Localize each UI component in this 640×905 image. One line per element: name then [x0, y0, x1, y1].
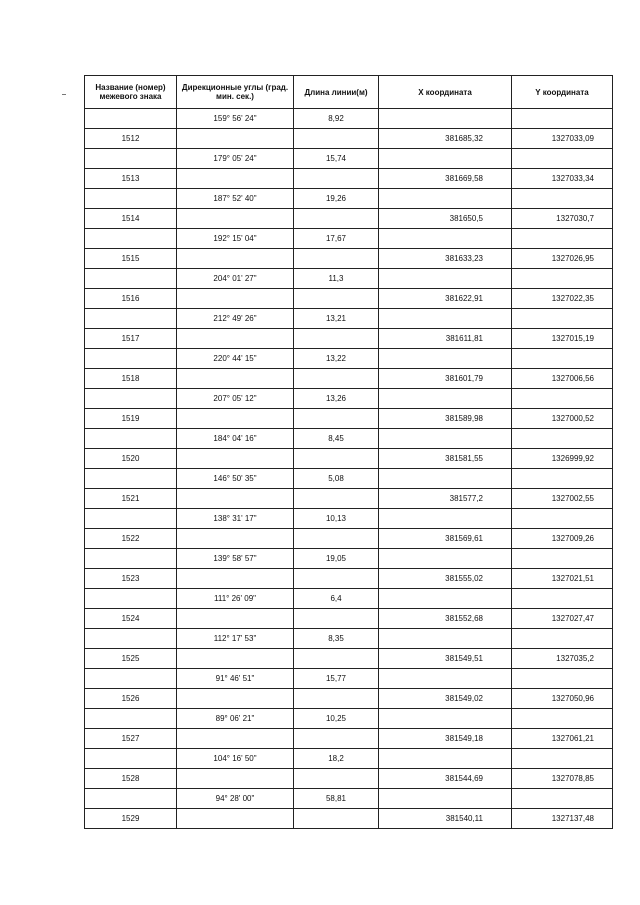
point-name-cell: 1520	[85, 449, 177, 469]
segment-row	[85, 429, 613, 449]
x-coordinate-cell	[379, 389, 512, 409]
line-length-cell	[294, 289, 379, 309]
point-name-cell: 1525	[85, 649, 177, 669]
y-coordinate-cell: 1327061,21	[512, 729, 613, 749]
x-coordinate-cell: 381577,2	[379, 489, 512, 509]
point-name-cell	[85, 229, 177, 249]
y-coordinate-cell: 1327021,51	[512, 569, 613, 589]
x-coordinate-cell: 381669,58	[379, 169, 512, 189]
line-length-cell: 11,3	[294, 269, 379, 289]
point-row	[85, 609, 613, 629]
y-coordinate-cell: 1327137,48	[512, 809, 613, 829]
point-row	[85, 529, 613, 549]
x-coordinate-cell	[379, 149, 512, 169]
direction-angle-cell: 91° 46' 51"	[177, 669, 294, 689]
y-coordinate-cell	[512, 189, 613, 209]
line-length-cell: 18,2	[294, 749, 379, 769]
direction-angle-cell: 204° 01' 27"	[177, 269, 294, 289]
point-name-cell: 1526	[85, 689, 177, 709]
y-coordinate-cell	[512, 149, 613, 169]
segment-row	[85, 749, 613, 769]
direction-angle-cell	[177, 369, 294, 389]
line-length-cell	[294, 489, 379, 509]
x-coordinate-cell: 381544,69	[379, 769, 512, 789]
direction-angle-cell	[177, 649, 294, 669]
point-name-cell	[85, 269, 177, 289]
direction-angle-cell	[177, 209, 294, 229]
x-coordinate-cell	[379, 429, 512, 449]
y-coordinate-cell: 1327015,19	[512, 329, 613, 349]
y-coordinate-cell	[512, 629, 613, 649]
point-name-cell	[85, 509, 177, 529]
direction-angle-cell	[177, 489, 294, 509]
segment-row	[85, 189, 613, 209]
point-row	[85, 689, 613, 709]
x-coordinate-cell	[379, 709, 512, 729]
point-row	[85, 409, 613, 429]
point-name-cell: 1512	[85, 129, 177, 149]
x-coordinate-cell: 381611,81	[379, 329, 512, 349]
y-coordinate-cell	[512, 109, 613, 129]
direction-angle-cell: 146° 50' 35"	[177, 469, 294, 489]
point-name-cell: 1528	[85, 769, 177, 789]
point-name-cell: 1513	[85, 169, 177, 189]
direction-angle-cell	[177, 769, 294, 789]
point-name-cell	[85, 749, 177, 769]
line-length-cell: 15,77	[294, 669, 379, 689]
direction-angle-cell	[177, 689, 294, 709]
direction-angle-cell: 104° 16' 50"	[177, 749, 294, 769]
y-coordinate-cell	[512, 789, 613, 809]
segment-row	[85, 789, 613, 809]
line-length-cell: 13,21	[294, 309, 379, 329]
point-name-cell	[85, 549, 177, 569]
point-row	[85, 249, 613, 269]
point-row	[85, 649, 613, 669]
x-coordinate-cell: 381633,23	[379, 249, 512, 269]
point-name-cell	[85, 629, 177, 649]
point-name-cell: 1518	[85, 369, 177, 389]
point-row	[85, 569, 613, 589]
direction-angle-cell	[177, 289, 294, 309]
segment-row	[85, 149, 613, 169]
point-name-cell: 1514	[85, 209, 177, 229]
line-length-cell	[294, 809, 379, 829]
direction-angle-cell: 192° 15' 04"	[177, 229, 294, 249]
point-name-cell	[85, 429, 177, 449]
line-length-cell: 58,81	[294, 789, 379, 809]
point-name-cell: 1519	[85, 409, 177, 429]
segment-row	[85, 309, 613, 329]
scan-mark	[62, 94, 66, 95]
line-length-cell	[294, 209, 379, 229]
direction-angle-cell: 207° 05' 12"	[177, 389, 294, 409]
x-coordinate-cell	[379, 309, 512, 329]
y-coordinate-cell	[512, 229, 613, 249]
line-length-cell: 19,26	[294, 189, 379, 209]
x-coordinate-cell	[379, 109, 512, 129]
x-coordinate-cell	[379, 269, 512, 289]
line-length-cell: 5,08	[294, 469, 379, 489]
point-row	[85, 369, 613, 389]
x-coordinate-cell: 381622,91	[379, 289, 512, 309]
direction-angle-cell	[177, 329, 294, 349]
y-coordinate-cell	[512, 749, 613, 769]
segment-row	[85, 229, 613, 249]
direction-angle-cell	[177, 529, 294, 549]
line-length-cell	[294, 609, 379, 629]
y-coordinate-cell: 1327033,34	[512, 169, 613, 189]
point-name-cell	[85, 309, 177, 329]
x-coordinate-cell: 381555,02	[379, 569, 512, 589]
x-coordinate-cell: 381540,11	[379, 809, 512, 829]
header-point-name: Название (номер) межевого знака	[85, 76, 177, 109]
line-length-cell	[294, 369, 379, 389]
header-row	[85, 76, 613, 109]
x-coordinate-cell: 381650,5	[379, 209, 512, 229]
point-name-cell: 1516	[85, 289, 177, 309]
line-length-cell: 10,25	[294, 709, 379, 729]
x-coordinate-cell: 381552,68	[379, 609, 512, 629]
point-name-cell: 1521	[85, 489, 177, 509]
direction-angle-cell: 138° 31' 17"	[177, 509, 294, 529]
line-length-cell	[294, 769, 379, 789]
y-coordinate-cell: 1327022,35	[512, 289, 613, 309]
y-coordinate-cell	[512, 389, 613, 409]
direction-angle-cell: 184° 04' 16"	[177, 429, 294, 449]
y-coordinate-cell: 1327030,7	[512, 209, 613, 229]
y-coordinate-cell	[512, 269, 613, 289]
direction-angle-cell: 111° 26' 09"	[177, 589, 294, 609]
point-row	[85, 769, 613, 789]
point-name-cell	[85, 389, 177, 409]
line-length-cell: 15,74	[294, 149, 379, 169]
point-name-cell	[85, 789, 177, 809]
line-length-cell: 8,92	[294, 109, 379, 129]
y-coordinate-cell	[512, 469, 613, 489]
y-coordinate-cell: 1327035,2	[512, 649, 613, 669]
line-length-cell	[294, 329, 379, 349]
point-row	[85, 449, 613, 469]
y-coordinate-cell	[512, 309, 613, 329]
point-row	[85, 489, 613, 509]
x-coordinate-cell: 381549,51	[379, 649, 512, 669]
line-length-cell: 19,05	[294, 549, 379, 569]
line-length-cell: 13,26	[294, 389, 379, 409]
y-coordinate-cell: 1327050,96	[512, 689, 613, 709]
x-coordinate-cell	[379, 749, 512, 769]
point-name-cell	[85, 709, 177, 729]
segment-row	[85, 389, 613, 409]
point-row	[85, 329, 613, 349]
x-coordinate-cell	[379, 469, 512, 489]
point-name-cell: 1522	[85, 529, 177, 549]
point-row	[85, 729, 613, 749]
line-length-cell: 8,45	[294, 429, 379, 449]
table-header	[85, 76, 613, 109]
direction-angle-cell: 179° 05' 24"	[177, 149, 294, 169]
point-row	[85, 129, 613, 149]
table-body	[85, 109, 613, 829]
direction-angle-cell: 89° 06' 21"	[177, 709, 294, 729]
point-name-cell	[85, 189, 177, 209]
line-length-cell: 13,22	[294, 349, 379, 369]
x-coordinate-cell	[379, 789, 512, 809]
x-coordinate-cell: 381601,79	[379, 369, 512, 389]
segment-row	[85, 109, 613, 129]
y-coordinate-cell: 1326999,92	[512, 449, 613, 469]
x-coordinate-cell: 381685,32	[379, 129, 512, 149]
point-name-cell	[85, 349, 177, 369]
y-coordinate-cell	[512, 509, 613, 529]
direction-angle-cell: 159° 56' 24"	[177, 109, 294, 129]
x-coordinate-cell: 381549,18	[379, 729, 512, 749]
direction-angle-cell: 220° 44' 15"	[177, 349, 294, 369]
y-coordinate-cell	[512, 429, 613, 449]
x-coordinate-cell	[379, 349, 512, 369]
line-length-cell	[294, 449, 379, 469]
point-name-cell: 1524	[85, 609, 177, 629]
line-length-cell	[294, 529, 379, 549]
line-length-cell: 6,4	[294, 589, 379, 609]
x-coordinate-cell	[379, 549, 512, 569]
segment-row	[85, 629, 613, 649]
segment-row	[85, 709, 613, 729]
y-coordinate-cell: 1327033,09	[512, 129, 613, 149]
line-length-cell	[294, 649, 379, 669]
direction-angle-cell	[177, 449, 294, 469]
header-direction-angle: Дирекционные углы (град. мин. сек.)	[177, 76, 294, 109]
y-coordinate-cell	[512, 669, 613, 689]
segment-row	[85, 549, 613, 569]
direction-angle-cell	[177, 569, 294, 589]
boundary-coordinates-table	[84, 75, 613, 829]
point-name-cell	[85, 469, 177, 489]
y-coordinate-cell: 1327026,95	[512, 249, 613, 269]
segment-row	[85, 349, 613, 369]
x-coordinate-cell: 381581,55	[379, 449, 512, 469]
point-name-cell: 1529	[85, 809, 177, 829]
point-name-cell	[85, 149, 177, 169]
point-name-cell: 1523	[85, 569, 177, 589]
point-name-cell: 1517	[85, 329, 177, 349]
segment-row	[85, 269, 613, 289]
line-length-cell	[294, 169, 379, 189]
line-length-cell: 17,67	[294, 229, 379, 249]
y-coordinate-cell	[512, 589, 613, 609]
header-x-coordinate: X координата	[379, 76, 512, 109]
point-name-cell: 1527	[85, 729, 177, 749]
x-coordinate-cell: 381549,02	[379, 689, 512, 709]
y-coordinate-cell	[512, 709, 613, 729]
line-length-cell: 8,35	[294, 629, 379, 649]
direction-angle-cell	[177, 169, 294, 189]
header-line-length: Длина линии(м)	[294, 76, 379, 109]
x-coordinate-cell	[379, 589, 512, 609]
point-row	[85, 289, 613, 309]
point-name-cell	[85, 109, 177, 129]
x-coordinate-cell	[379, 509, 512, 529]
direction-angle-cell: 187° 52' 40"	[177, 189, 294, 209]
direction-angle-cell: 139° 58' 57"	[177, 549, 294, 569]
line-length-cell	[294, 689, 379, 709]
x-coordinate-cell	[379, 629, 512, 649]
line-length-cell	[294, 729, 379, 749]
direction-angle-cell: 212° 49' 26"	[177, 309, 294, 329]
y-coordinate-cell: 1327002,55	[512, 489, 613, 509]
segment-row	[85, 509, 613, 529]
direction-angle-cell	[177, 729, 294, 749]
y-coordinate-cell: 1327078,85	[512, 769, 613, 789]
point-row	[85, 809, 613, 829]
header-y-coordinate: Y координата	[512, 76, 613, 109]
point-name-cell: 1515	[85, 249, 177, 269]
line-length-cell	[294, 569, 379, 589]
x-coordinate-cell	[379, 189, 512, 209]
point-name-cell	[85, 669, 177, 689]
direction-angle-cell	[177, 129, 294, 149]
x-coordinate-cell: 381589,98	[379, 409, 512, 429]
x-coordinate-cell	[379, 669, 512, 689]
direction-angle-cell	[177, 809, 294, 829]
y-coordinate-cell: 1327006,56	[512, 369, 613, 389]
direction-angle-cell: 94° 28' 00"	[177, 789, 294, 809]
boundary-coordinates-table-wrap	[84, 75, 612, 829]
direction-angle-cell: 112° 17' 53"	[177, 629, 294, 649]
point-row	[85, 169, 613, 189]
direction-angle-cell	[177, 609, 294, 629]
direction-angle-cell	[177, 249, 294, 269]
segment-row	[85, 669, 613, 689]
point-row	[85, 209, 613, 229]
direction-angle-cell	[177, 409, 294, 429]
x-coordinate-cell: 381569,61	[379, 529, 512, 549]
segment-row	[85, 469, 613, 489]
segment-row	[85, 589, 613, 609]
point-name-cell	[85, 589, 177, 609]
line-length-cell	[294, 409, 379, 429]
x-coordinate-cell	[379, 229, 512, 249]
y-coordinate-cell: 1327027,47	[512, 609, 613, 629]
line-length-cell	[294, 129, 379, 149]
y-coordinate-cell: 1327000,52	[512, 409, 613, 429]
line-length-cell	[294, 249, 379, 269]
y-coordinate-cell: 1327009,26	[512, 529, 613, 549]
line-length-cell: 10,13	[294, 509, 379, 529]
y-coordinate-cell	[512, 349, 613, 369]
y-coordinate-cell	[512, 549, 613, 569]
